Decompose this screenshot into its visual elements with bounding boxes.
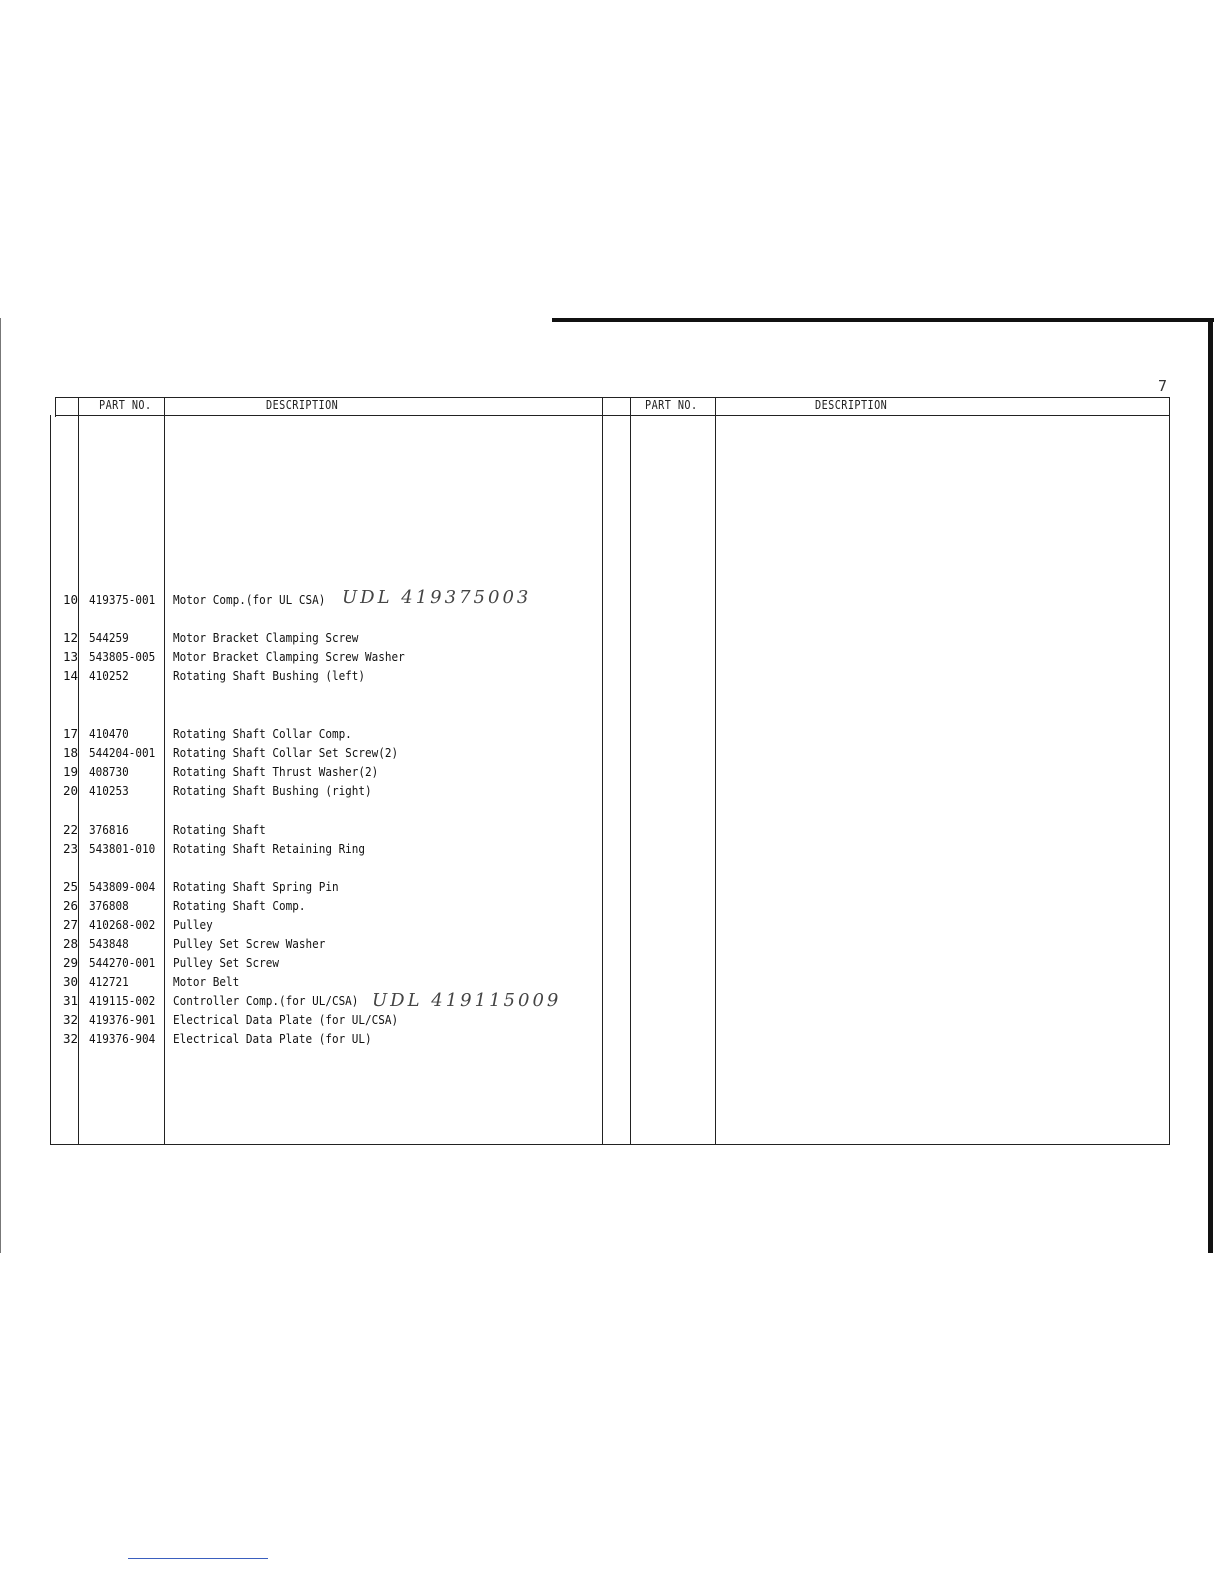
row-part-no: 419376-904 (89, 1031, 156, 1046)
row-part-no: 544270-001 (89, 955, 156, 970)
center-divider-b (630, 397, 631, 1145)
row-description: Motor Belt (173, 974, 240, 989)
row-part-no: 410470 (89, 726, 129, 741)
row-part-no: 419115-002 (89, 993, 156, 1008)
page-number: 7 (1158, 377, 1168, 395)
row-description: Controller Comp.(for UL/CSA) (173, 993, 359, 1008)
row-index: 17 (62, 726, 78, 741)
row-part-no: 543848 (89, 936, 129, 951)
right-header-part-no: PART NO. (645, 398, 698, 412)
row-description: Rotating Shaft Spring Pin (173, 879, 339, 894)
scan-top-border (552, 318, 1214, 322)
row-index: 31 (62, 993, 78, 1008)
row-index: 30 (62, 974, 78, 989)
row-part-no: 410252 (89, 668, 129, 683)
row-index: 29 (62, 955, 78, 970)
row-index: 25 (62, 879, 78, 894)
row-description: Pulley Set Screw Washer (173, 936, 326, 951)
table-top-rule (55, 397, 1170, 398)
left-header-part-no: PART NO. (99, 398, 152, 412)
row-description: Motor Bracket Clamping Screw Washer (173, 649, 405, 664)
row-description: Rotating Shaft Comp. (173, 898, 306, 913)
row-description: Rotating Shaft Bushing (right) (173, 783, 372, 798)
row-index: 18 (62, 745, 78, 760)
row-description: Rotating Shaft Collar Comp. (173, 726, 352, 741)
row-index: 20 (62, 783, 78, 798)
row-description: Pulley Set Screw (173, 955, 279, 970)
right-header-description: DESCRIPTION (815, 398, 888, 412)
row-description: Pulley (173, 917, 213, 932)
row-part-no: 543809-004 (89, 879, 156, 894)
row-index: 19 (62, 764, 78, 779)
header-rule (55, 415, 1170, 416)
row-index: 27 (62, 917, 78, 932)
left-header-description: DESCRIPTION (266, 398, 339, 412)
row-description: Motor Bracket Clamping Screw (173, 630, 359, 645)
left-table-edge-top (55, 397, 56, 417)
row-part-no: 410268-002 (89, 917, 156, 932)
row-description: Rotating Shaft Retaining Ring (173, 841, 366, 856)
row-index: 10 (62, 592, 78, 607)
right-table-edge (1169, 397, 1170, 1145)
row-part-no: 419376-901 (89, 1012, 156, 1027)
row-index: 22 (62, 822, 78, 837)
row-part-no: 376808 (89, 898, 129, 913)
left-partno-divider (164, 397, 165, 1145)
row-part-no: 544259 (89, 630, 129, 645)
row-description: Rotating Shaft Thrust Washer(2) (173, 764, 379, 779)
row-part-no: 544204-001 (89, 745, 156, 760)
left-index-divider (78, 397, 79, 1145)
row-part-no: 543801-010 (89, 841, 156, 856)
row-index: 32 (62, 1031, 78, 1046)
row-part-no: 412721 (89, 974, 129, 989)
row-description: Motor Comp.(for UL CSA) (173, 592, 326, 607)
row-part-no: 376816 (89, 822, 129, 837)
bottom-underline (128, 1558, 268, 1559)
handwritten-note-row31: UDL 419115009 (372, 990, 562, 1011)
page-left-edge (0, 318, 1, 1253)
row-index: 28 (62, 936, 78, 951)
row-index: 12 (62, 630, 78, 645)
handwritten-note-row10: UDL 419375003 (342, 587, 532, 608)
row-index: 26 (62, 898, 78, 913)
left-table-edge (50, 415, 51, 1145)
row-part-no: 410253 (89, 783, 129, 798)
row-index: 14 (62, 668, 78, 683)
row-description: Rotating Shaft (173, 822, 266, 837)
row-index: 23 (62, 841, 78, 856)
row-description: Electrical Data Plate (for UL/CSA) (173, 1012, 399, 1027)
center-divider-a (602, 397, 603, 1145)
row-description: Rotating Shaft Collar Set Screw(2) (173, 745, 399, 760)
row-part-no: 543805-005 (89, 649, 156, 664)
row-part-no: 419375-001 (89, 592, 156, 607)
row-part-no: 408730 (89, 764, 129, 779)
scan-right-border (1208, 320, 1213, 1253)
row-description: Rotating Shaft Bushing (left) (173, 668, 366, 683)
table-bottom-rule (50, 1144, 1170, 1145)
row-description: Electrical Data Plate (for UL) (173, 1031, 372, 1046)
row-index: 32 (62, 1012, 78, 1027)
right-partno-divider (715, 397, 716, 1145)
row-index: 13 (62, 649, 78, 664)
